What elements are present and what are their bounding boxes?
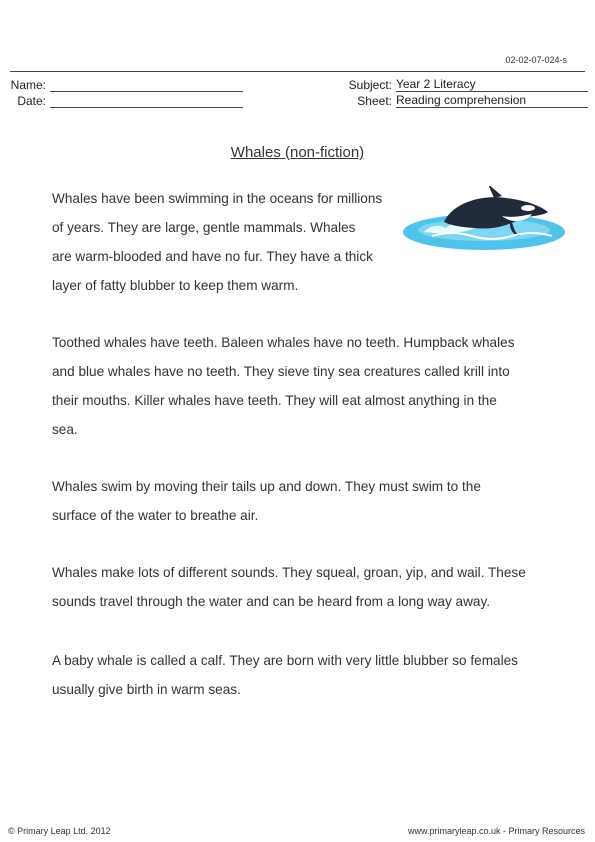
paragraph-line: layer of fatty blubber to keep them warm. [52,278,299,293]
paragraph-5 [52,646,518,704]
paragraph-1 [52,184,382,300]
page-title: Whales (non-fiction) [230,144,365,161]
paragraph-line: Toothed whales have teeth. Baleen whales have no teeth. Humpback whales [52,335,515,350]
paragraph-line: their mouths. Killer whales have teeth. They will eat almost anything in the [52,393,497,408]
paragraph-3 [52,472,481,530]
paragraph-line: surface of the water to breathe air. [52,508,259,523]
date-line[interactable] [50,94,243,108]
date-field [0,94,260,110]
footer-website[interactable]: www.primaryleap.co.uk - Primary Resources [407,826,585,836]
name-field [0,78,260,94]
paragraph-line: sounds travel through the water and can be heard from a long way away. [52,594,491,609]
sheet-value: Reading comprehension [396,94,588,108]
paragraph-line: and blue whales have no teeth. They sieve tiny sea creatures called krill into [52,364,510,379]
subject-field [330,78,590,94]
paragraph-line: usually give birth in warm seas. [52,682,241,697]
paragraph-line: sea. [52,422,78,437]
killer-whale-image [402,186,566,252]
date-label: Date: [17,94,46,108]
paragraph-2 [52,328,515,444]
sheet-field [330,94,590,110]
paragraph-line: Whales make lots of different sounds. They squeal, groan, yip, and wail. These [52,565,526,580]
worksheet-code: 02-02-07-024-s [505,55,567,65]
paragraph-4 [52,558,526,616]
subject-label: Subject: [348,78,392,92]
subject-value: Year 2 Literacy [396,78,588,92]
name-line[interactable] [50,78,243,92]
name-label: Name: [10,78,46,92]
sheet-label: Sheet: [357,94,392,108]
paragraph-line: A baby whale is called a calf. They are born with very little blubber so females [52,653,518,668]
paragraph-line: Whales swim by moving their tails up and down. They must swim to the [52,479,481,494]
header-rule [10,71,585,72]
paragraph-line: Whales have been swimming in the oceans for millions [52,191,383,206]
footer-copyright: © Primary Leap Ltd. 2012 [8,826,111,836]
paragraph-line: of years. They are large, gentle mammals. Whales [52,220,356,235]
paragraph-line: are warm-blooded and have no fur. They have a thick [52,249,373,264]
